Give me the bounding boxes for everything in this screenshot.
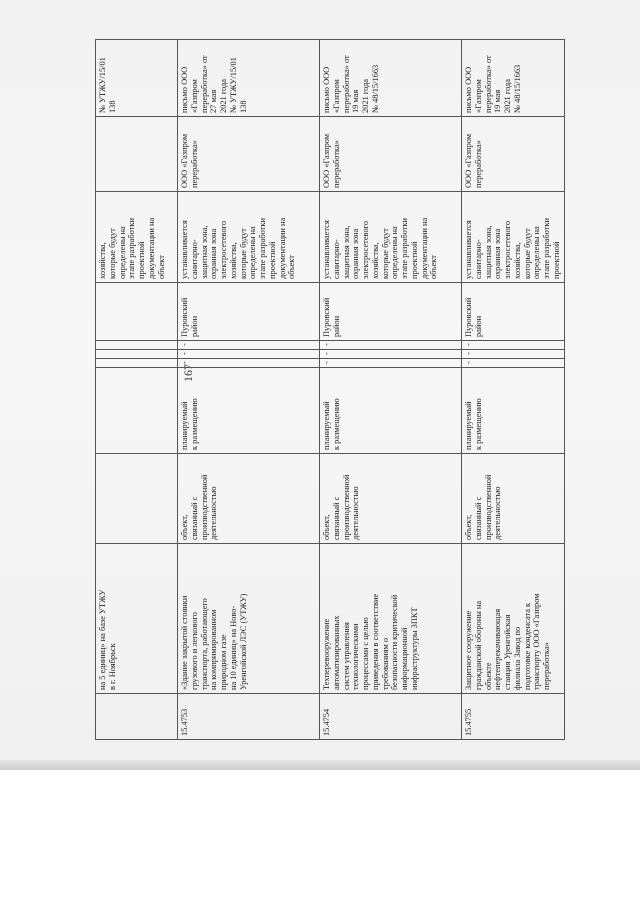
param-3 [96, 341, 178, 350]
protection-zone: хозяйства, которые будут определены на этапе разработки проектной документации на объект [96, 192, 178, 283]
object-type: объект, связанный с производственной деятельностью [178, 454, 320, 544]
page-number-text: 167 [181, 364, 195, 382]
param-2 [96, 350, 178, 359]
table-row [320, 40, 462, 740]
param-2: - [320, 350, 462, 359]
object-status: планируемый к размещению [320, 368, 462, 454]
object-type: объект, связанный с производственной деятельностью [320, 454, 462, 544]
initiator: ООО «Газпром переработка» [462, 117, 565, 192]
scan-bottom-edge [0, 760, 640, 770]
param-3: - [178, 341, 320, 350]
district: Пуровский район [178, 283, 320, 341]
district: Пуровский район [462, 283, 565, 341]
object-type: объект, связанный с производственной деятельностью [462, 454, 565, 544]
param-2: - [462, 350, 565, 359]
initiator [96, 117, 178, 192]
param-1: - [462, 359, 565, 368]
basis-document: письмо ООО «Газпром переработка» от 19 мая 2021 года № 48/15/1663 [462, 40, 565, 117]
basis-document: письмо ООО «Газпром переработка» от 27 мая 2021 года № УТЖУ/15/01 138 [178, 40, 320, 117]
param-1: - [178, 359, 320, 368]
object-name: Техперевооружение автоматизированных систем управления технологическими процессами с целью приведения в соответствие требованиям о безопасности критической информационной инфраструктуры ЗПКТ [320, 544, 462, 694]
object-status: планируемый к размещению [462, 368, 565, 454]
district [96, 283, 178, 341]
row-number: 15.4754 [320, 694, 462, 740]
objects-table-rotated [95, 40, 561, 740]
district: Пуровский район [320, 283, 462, 341]
protection-zone: устанавливается санитарно- защитная зона, охранная зона электросетевого хозяйства, которые будут определены на этапе разработки проектной документации на объект [178, 192, 320, 283]
basis-document: № УТЖУ/15/01 138 [96, 40, 178, 117]
object-name: «Здание закрытой стоянки грузового и легкового транспорта, работающего на компримированном природном газе на 10 единиц» на Ново- Уренгойской ЛЭС (УТЖУ) [178, 544, 320, 694]
param-3: - [320, 341, 462, 350]
row-number: 15.4753 [178, 694, 320, 740]
param-1 [96, 359, 178, 368]
initiator: ООО «Газпром переработка» [320, 117, 462, 192]
objects-table [95, 39, 565, 740]
table-row [462, 40, 565, 740]
table-row [96, 40, 178, 740]
param-3: - [462, 341, 565, 350]
protection-zone: устанавливается санитарно- защитная зона, охранная зона электросетевого хозяйства, которые будут определены на этапе разработки проектной документации на объект [320, 192, 462, 283]
row-number [96, 694, 178, 740]
basis-document: письмо ООО «Газпром переработка» от 19 мая 2021 года № 48/15/1663 [320, 40, 462, 117]
param-2: - [178, 350, 320, 359]
param-1: - [320, 359, 462, 368]
object-type [96, 454, 178, 544]
object-status: планируемый к размещению [178, 368, 320, 454]
protection-zone: устанавливается санитарно- защитная зона, охранная зона электросетевого хозяйства, которые будут определены на этапе разработки проектной [462, 192, 565, 283]
table-row [178, 40, 320, 740]
initiator: ООО «Газпром переработка» [178, 117, 320, 192]
object-name: Защитное сооружение гражданской обороны на объекте нефтеперекачивающая станция Уренгойская филиала Завод по подготовке конденсата к транспорту ООО «Газпром переработка» [462, 544, 565, 694]
object-status [96, 368, 178, 454]
row-number: 15.4755 [462, 694, 565, 740]
object-name: на 5 единиц» на базе УТЖУ в г. Ноябрьск [96, 544, 178, 694]
